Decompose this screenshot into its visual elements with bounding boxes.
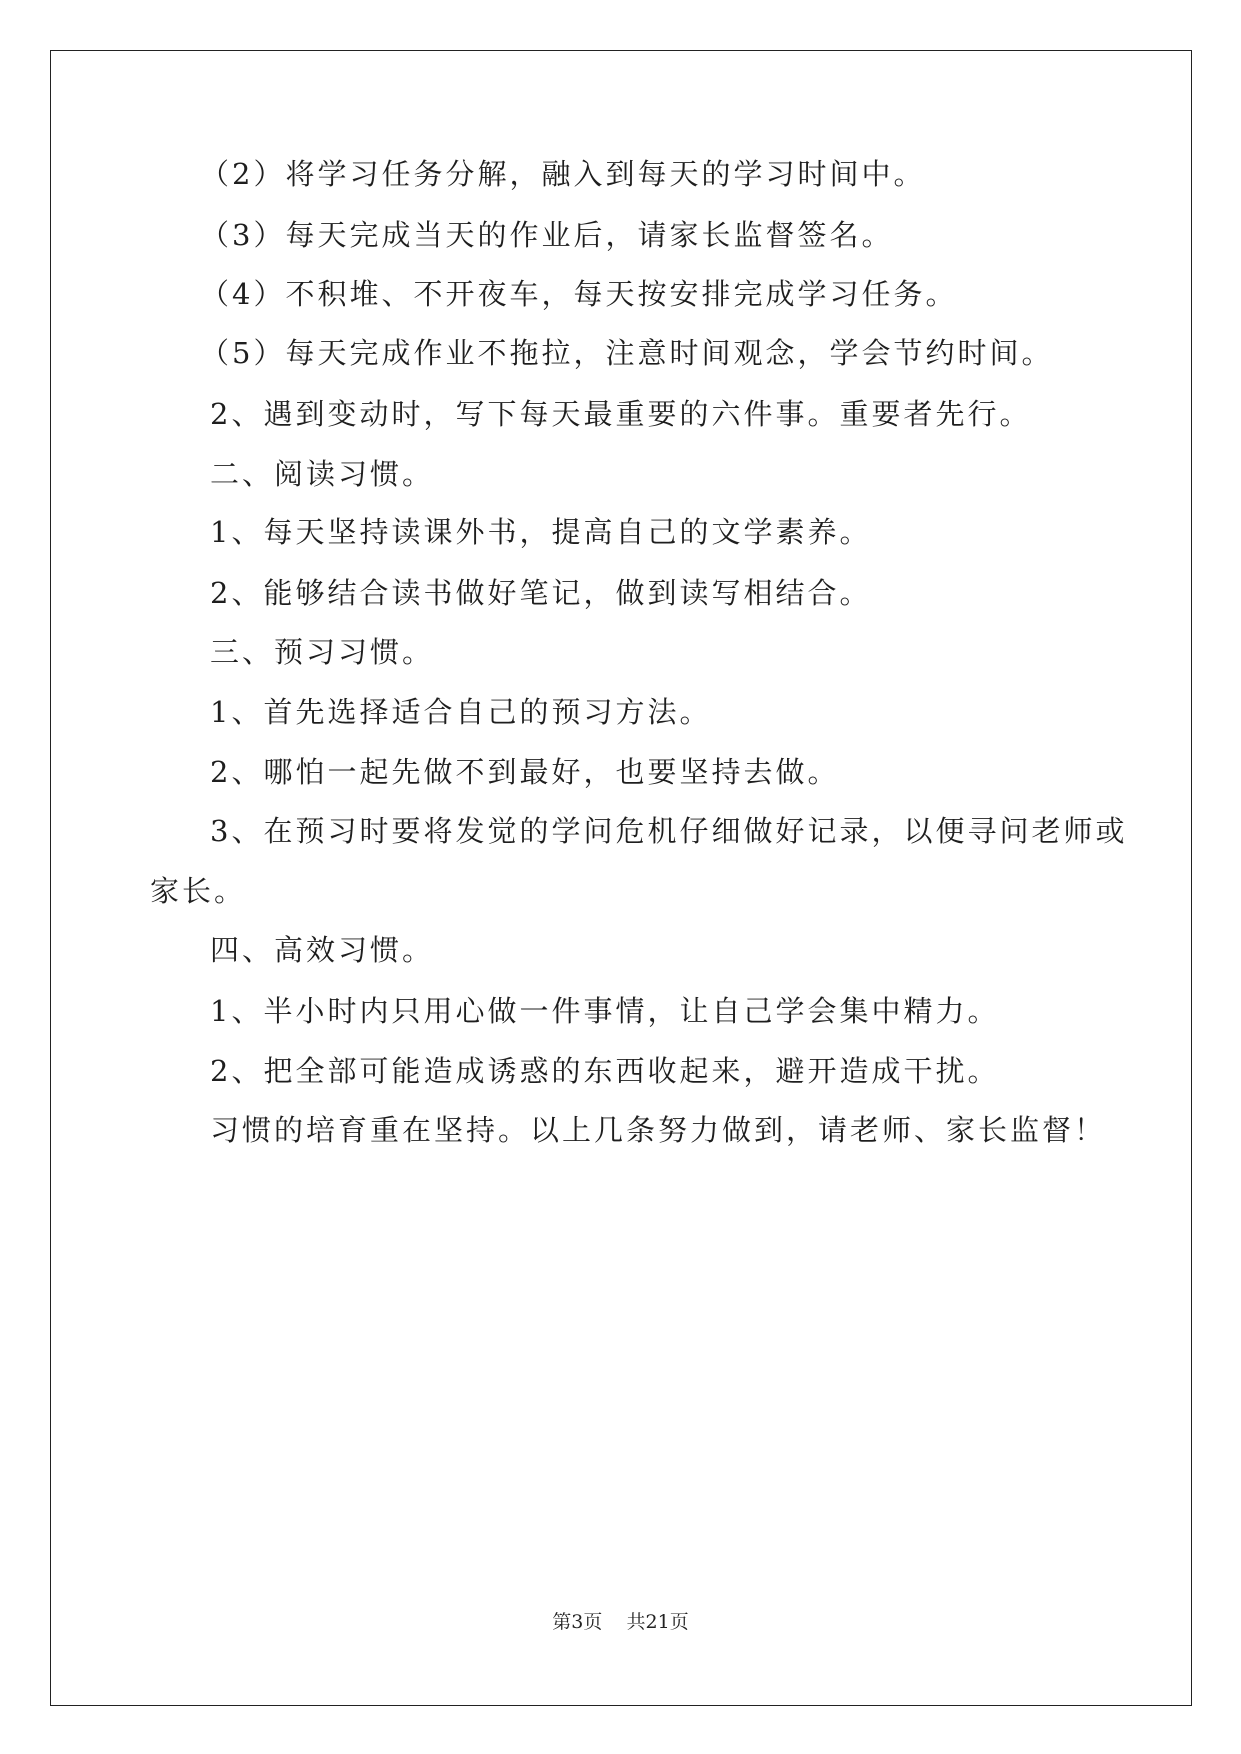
text-line-5: 2、遇到变动时，写下每天最重要的六件事。重要者先行。 (210, 397, 1032, 431)
page-number-footer: 第3页 共21页 (552, 1611, 689, 1633)
text-line-1: （2）将学习任务分解，融入到每天的学习时间中。 (200, 157, 926, 191)
text-line-12: 3、在预习时要将发觉的学问危机仔细做好记录，以便寻问老师或 (210, 814, 1128, 848)
text-line-16: 2、把全部可能造成诱惑的东西收起来，避开造成干扰。 (210, 1054, 1000, 1088)
text-line-13: 家长。 (150, 874, 247, 908)
section-heading-efficiency: 四、高效习惯。 (210, 933, 435, 967)
text-line-10: 1、首先选择适合自己的预习方法。 (210, 695, 712, 729)
text-line-8: 2、能够结合读书做好笔记，做到读写相结合。 (210, 576, 872, 610)
text-line-2: （3）每天完成当天的作业后，请家长监督签名。 (200, 218, 894, 252)
text-line-11: 2、哪怕一起先做不到最好，也要坚持去做。 (210, 755, 840, 789)
section-heading-preview: 三、预习习惯。 (210, 635, 435, 669)
text-line-15: 1、半小时内只用心做一件事情，让自己学会集中精力。 (210, 994, 1000, 1028)
text-line-3: （4）不积堆、不开夜车，每天按安排完成学习任务。 (200, 277, 958, 311)
closing-line: 习惯的培育重在坚持。以上几条努力做到，请老师、家长监督！ (210, 1113, 1107, 1147)
text-line-7: 1、每天坚持读课外书，提高自己的文学素养。 (210, 515, 872, 549)
text-line-4: （5）每天完成作业不拖拉，注意时间观念，学会节约时间。 (200, 336, 1054, 370)
section-heading-reading: 二、阅读习惯。 (210, 457, 435, 491)
